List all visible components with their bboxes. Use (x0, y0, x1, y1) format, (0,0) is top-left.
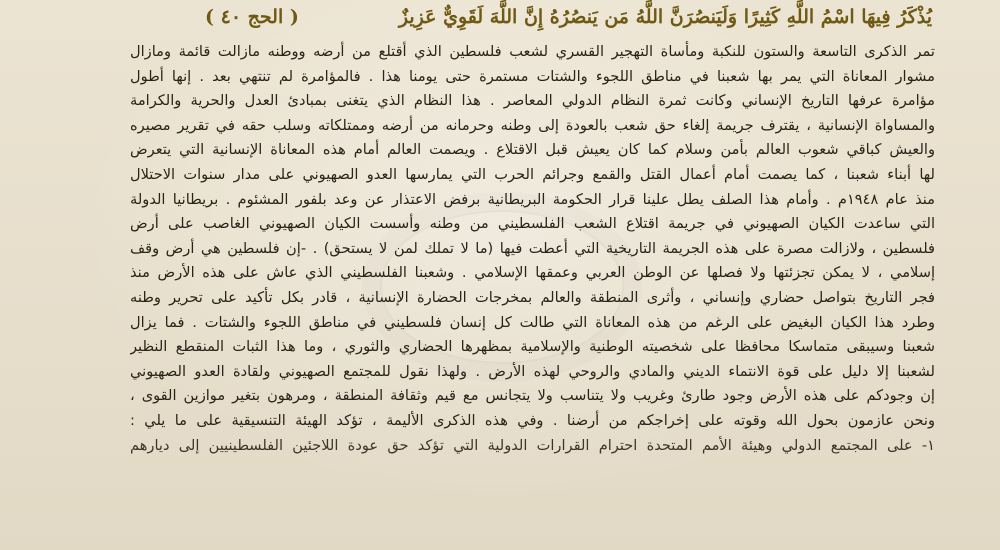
text-line: وطرد هذا الكيان البغيض على الرغم من هذه المعاناة التي طالت كل إنسان فلسطيني في مناطق اللجوء والشتات . فما يزال (130, 313, 935, 331)
text-line: لها أبناء شعبنا ، كما يصمت أمام أعمال القتل والقمع وجرائم الحرب التي يمارسها العدو الصهيوني على مدار سنوات الاحتلال (130, 165, 935, 183)
text-line: والعيش كباقي شعوب العالم بأمن وسلام كما كان يعيش قبل الاقتلاع . ويصمت العالم أمام هذه المعاناة الإنسانية التي يتعرض (130, 141, 935, 159)
quran-verse: يُذْكَرُ فِيهَا اسْمُ اللَّهِ كَثِيرًا وَلَيَنصُرَنَّ اللَّهُ مَن يَنصُرُهُ إِنَّ اللَّهَ لَقَوِيٌّ عَزِيزٌ (398, 6, 932, 28)
verse-reference: ( الحج ٤٠ ) (205, 6, 299, 28)
text-line: لشعبنا إلا دليل على قوة الانتماء الديني والمادي والروحي لهذه الأرض . ولهذا نقول للمجتمع الصهيوني ولقادة العدو الصهيوني (130, 362, 935, 380)
text-line: فلسطين ، ولازالت مصرة على هذه الجريمة التاريخية التي أعطت فيها (ما لا تملك لمن لا يستحق) . -إن فلسطين هي أرض وقف (130, 239, 935, 257)
text-line: إن وجودكم على هذه الأرض وجود طارئ وغريب ولا يتناسب ولا يتجانس مع قيم وثقافة المنطقة ، ومرهون بتغير موازين القوى ، (130, 387, 935, 405)
text-line: إسلامي ، لا يمكن تجزئتها ولا فصلها عن الوطن العربي وعمقها الإسلامي . وشعبنا الفلسطيني الذي عاش على هذه الأرض منذ (130, 264, 935, 282)
text-line: والمساواة الإنسانية ، يقترف جريمة إلغاء حق شعب بالعودة إلى وطنه وحرمانه من أرضه وممتلكاته وسلب حقه في تقرير مصيره (130, 116, 935, 134)
statement-body (130, 40, 935, 458)
text-line: مؤامرة عرفها التاريخ الإنساني وكانت ثمرة النظام الدولي المعاصر . هذا النظام الذي يتغنى بمبادئ العدل والحرية والكرامة (130, 92, 935, 110)
text-line: شعبنا وسيبقى متماسكا محافظا على شخصيته الوطنية والإسلامية بمظهرها الحضاري والثوري ، وما هذا الثبات المنقطع النظير (130, 338, 935, 356)
text-line: منذ عام ١٩٤٨م . وأمام هذا الصلف يطل علينا قرار الحكومة البريطانية برفض الاعتذار عن وعد بلفور المشئوم . بريطانيا الدولة (130, 190, 935, 208)
text-line: ١- على المجتمع الدولي وهيئة الأمم المتحدة احترام القرارات الدولية التي تؤكد حق عودة اللاجئين الفلسطينيين إلى ديارهم (130, 436, 935, 454)
text-line: فجر التاريخ بتواصل حضاري وإنساني ، وأثرى المنطقة والعالم بمخرجات الحضارة الإنسانية ، قادر بكل تأكيد على تحرير وطنه (130, 288, 935, 306)
text-line: ونحن عازمون بحول الله وقوته على إخراجكم من أرضنا . وفي هذه الذكرى الأليمة ، تؤكد الهيئة التنسيقية على ما يلي : (130, 411, 935, 429)
text-line: التي ساعدت الكيان الصهيوني في جريمة اقتلاع الشعب الفلسطيني من وطنه وأسست الكيان الصهيوني الغاصب على أرض (130, 215, 935, 233)
text-line: تمر الذكرى التاسعة والستون للنكبة ومأساة التهجير القسري لشعب فلسطين الذي أقتلع من أرضه ووطنه مازالت قائمة ومازال (130, 43, 935, 60)
text-line: مشوار المعاناة التي يمر بها شعبنا في مناطق اللجوء والشتات مستمرة حتى يومنا هذا . فالمؤامرة لم تنتهي بعد . إنها أطول (130, 67, 935, 85)
